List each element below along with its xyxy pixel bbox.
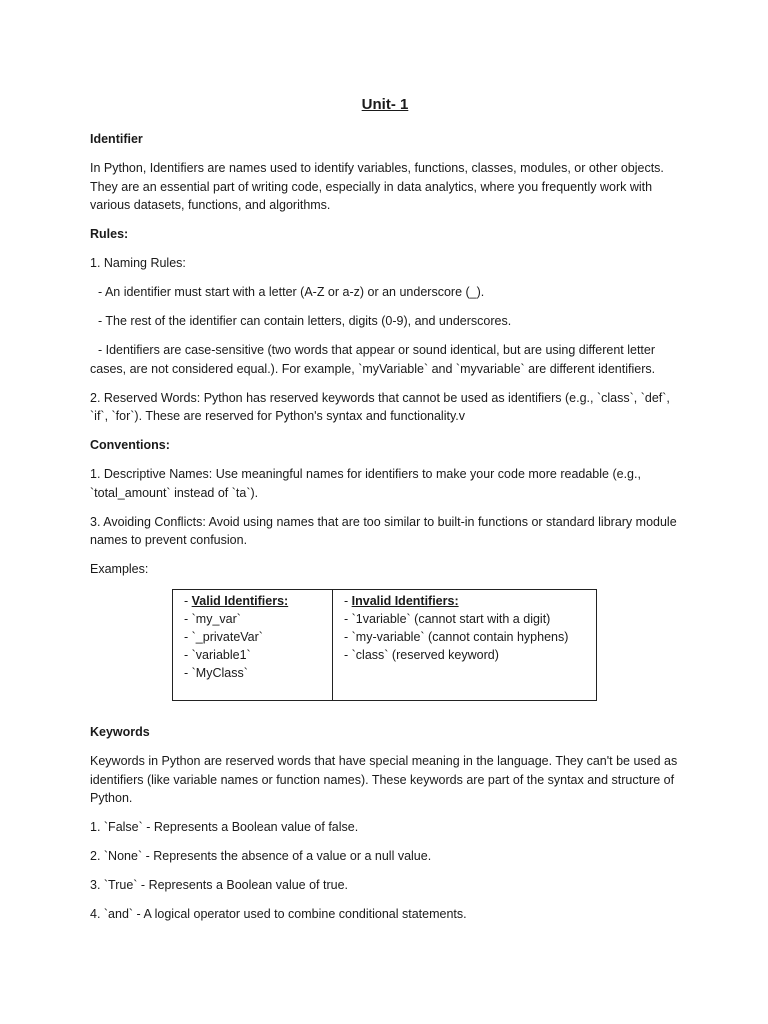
keyword-item: 1. `False` - Represents a Boolean value of false. xyxy=(90,820,359,834)
valid-heading-line xyxy=(184,592,328,610)
list-item: - `variable1` xyxy=(184,648,251,662)
convention-1: 1. Descriptive Names: Use meaningful names for identifiers to make your code more readable (e.g., `total_amount` instead of `ta`). xyxy=(90,467,641,500)
list-item: - `class` (reserved keyword) xyxy=(344,648,499,662)
keyword-item: 2. `None` - Represents the absence of a value or a null value. xyxy=(90,849,432,863)
keywords-heading: Keywords xyxy=(90,725,150,739)
rule-c: - Identifiers are case-sensitive (two words that appear or sound identical, but are using different letter cases, are not considered equal.). For example, `myVariable` and `myvariable` are different identifiers. xyxy=(90,343,656,376)
list-item: - `1variable` (cannot start with a digit) xyxy=(344,612,551,626)
document-page xyxy=(90,94,680,934)
invalid-heading: Invalid Identifiers: xyxy=(351,594,459,608)
reserved-words: 2. Reserved Words: Python has reserved keywords that cannot be used as identifiers (e.g., `class`, `def`, `if`, `for`). These are reserved for Python's syntax and functionality.v xyxy=(90,390,670,423)
examples-table xyxy=(172,589,597,701)
identifier-heading: Identifier xyxy=(90,132,143,146)
page-title: Unit- 1 xyxy=(361,96,409,113)
list-item: - `my-variable` (cannot contain hyphens) xyxy=(344,630,569,644)
invalid-identifiers-cell xyxy=(333,590,597,701)
list-item: - `my_var` xyxy=(184,612,241,626)
valid-identifiers-cell xyxy=(173,590,333,701)
rule-b: - The rest of the identifier can contain letters, digits (0-9), and underscores. xyxy=(98,314,512,328)
keyword-item: 4. `and` - A logical operator used to combine conditional statements. xyxy=(90,907,467,921)
valid-prefix: - xyxy=(184,594,192,608)
valid-heading: Valid Identifiers: xyxy=(191,594,289,608)
rule-a: - An identifier must start with a letter (A-Z or a-z) or an underscore (_). xyxy=(98,285,485,299)
convention-3: 3. Avoiding Conflicts: Avoid using names that are too similar to built-in functions or standard library module names to prevent confusion. xyxy=(90,514,677,547)
list-item: - `MyClass` xyxy=(184,666,248,680)
rules-heading: Rules: xyxy=(90,227,129,241)
naming-rules: 1. Naming Rules: xyxy=(90,256,186,270)
examples-label: Examples: xyxy=(90,562,149,576)
list-item: - `_privateVar` xyxy=(184,630,263,644)
table-row xyxy=(173,590,597,701)
keyword-item: 3. `True` - Represents a Boolean value of true. xyxy=(90,878,349,892)
invalid-prefix: - xyxy=(344,594,352,608)
identifier-intro: In Python, Identifiers are names used to identify variables, functions, classes, modules, or other objects. They are an essential part of writing code, especially in data analytics, where you frequently work with various datasets, functions, and algorithms. xyxy=(90,161,664,212)
keywords-intro: Keywords in Python are reserved words that have special meaning in the language. They can't be used as identifiers (like variable names or function names). These keywords are part of the syntax and structure of Python. xyxy=(90,754,678,805)
conventions-heading: Conventions: xyxy=(90,438,170,452)
invalid-heading-line xyxy=(344,592,592,610)
